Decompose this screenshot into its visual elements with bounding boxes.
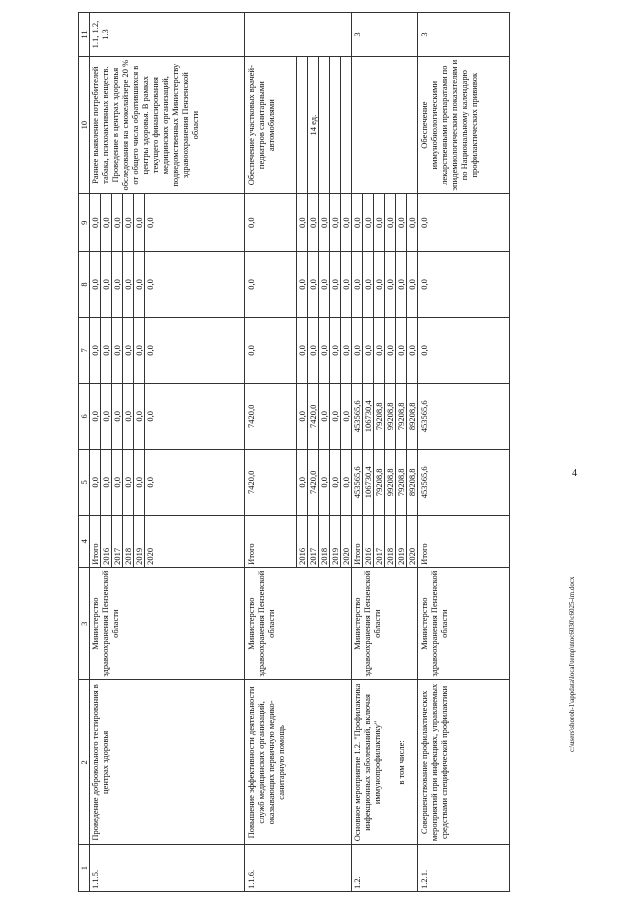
value-cell: 0,0 — [363, 194, 374, 252]
value-cell: 106730,4 — [363, 383, 374, 449]
value-cell: 0,0 — [134, 194, 145, 252]
value-cell: 0,0 — [341, 252, 352, 318]
result-2017: 14 ед. — [308, 57, 319, 194]
col-header: 6 — [79, 383, 90, 449]
value-cell: 453565,6 — [418, 449, 510, 515]
value-cell: 0,0 — [374, 194, 385, 252]
value-cell: 0,0 — [245, 194, 297, 252]
value-cell: 0,0 — [308, 317, 319, 383]
col-header: 11 — [79, 13, 90, 57]
indicator-ref: 3 — [418, 13, 510, 57]
executor: Министерство здравоохранения Пензенской области — [352, 567, 418, 680]
year-cell: 2020 — [341, 515, 352, 567]
value-cell: 0,0 — [112, 317, 123, 383]
value-cell: 0,0 — [112, 383, 123, 449]
year-cell: 2018 — [319, 515, 330, 567]
indicator-ref: 3 — [352, 13, 418, 57]
value-cell: 0,0 — [123, 317, 134, 383]
year-cell: Итого — [418, 515, 510, 567]
value-cell: 0,0 — [396, 194, 407, 252]
value-cell: 0,0 — [308, 252, 319, 318]
year-cell: 2017 — [308, 515, 319, 567]
value-cell: 0,0 — [112, 449, 123, 515]
value-cell: 0,0 — [385, 317, 396, 383]
value-cell: 453565,6 — [352, 449, 363, 515]
value-cell: 0,0 — [341, 383, 352, 449]
value-cell: 453565,6 — [352, 383, 363, 449]
value-cell: 0,0 — [396, 252, 407, 318]
activity-name-text: Основное мероприятие 1.2. "Профилактика инфекционных заболеваний, включая иммунопрофилактику" — [352, 683, 382, 842]
value-cell: 79208,8 — [374, 449, 385, 515]
value-cell: 0,0 — [319, 252, 330, 318]
value-cell: 79208,8 — [396, 449, 407, 515]
value-cell: 0,0 — [101, 383, 112, 449]
value-cell: 0,0 — [330, 383, 341, 449]
executor: Министерство здравоохранения Пензенской области — [90, 567, 245, 680]
value-cell: 0,0 — [297, 194, 308, 252]
value-cell: 0,0 — [363, 317, 374, 383]
row-number: 1.2.1. — [418, 845, 510, 892]
value-cell: 0,0 — [330, 252, 341, 318]
value-cell: 0,0 — [319, 383, 330, 449]
result-cell-empty — [330, 57, 341, 194]
expected-result: Обеспечение иммунобиологическими лекарственными препаратами по эпидемиологическим показателям и по Национальному календарю профилактических прививок — [418, 57, 510, 194]
value-cell: 0,0 — [134, 252, 145, 318]
value-cell: 0,0 — [418, 252, 510, 318]
row-number: 1.2. — [352, 845, 418, 892]
value-cell: 89208,8 — [407, 383, 418, 449]
table-row — [90, 13, 101, 892]
value-cell: 0,0 — [297, 252, 308, 318]
year-cell: Итого — [245, 515, 297, 567]
year-cell: 2018 — [123, 515, 134, 567]
value-cell: 0,0 — [134, 449, 145, 515]
table-row — [245, 13, 297, 892]
expected-result: Раннее выявление потребителей табака, психоактивных веществ. Проведение в центрах здоровья обследования на смокелайзере 20 % от общего числа обратившихся в центры здоровья. В рамках текущего финансирования медицинских организаций, подведомственных Министерству здравоохранения Пензенской области — [90, 57, 245, 194]
value-cell: 0,0 — [145, 194, 245, 252]
value-cell: 0,0 — [341, 449, 352, 515]
value-cell: 0,0 — [385, 252, 396, 318]
value-cell: 0,0 — [90, 383, 101, 449]
year-cell: 2019 — [396, 515, 407, 567]
value-cell: 0,0 — [90, 252, 101, 318]
value-cell: 0,0 — [123, 194, 134, 252]
value-cell: 453565,6 — [418, 383, 510, 449]
value-cell: 0,0 — [134, 383, 145, 449]
value-cell: 0,0 — [308, 194, 319, 252]
activity-name: Совершенствование профилактических мероприятий при инфекциях, управляемых средствами специфической профилактики — [418, 680, 510, 845]
value-cell: 0,0 — [341, 317, 352, 383]
value-cell: 0,0 — [407, 317, 418, 383]
value-cell: 0,0 — [330, 194, 341, 252]
value-cell: 0,0 — [418, 194, 510, 252]
col-header: 8 — [79, 252, 90, 318]
rotated-table-sheet — [78, 12, 510, 892]
value-cell: 0,0 — [330, 449, 341, 515]
value-cell: 79208,8 — [374, 383, 385, 449]
year-cell: 2019 — [134, 515, 145, 567]
value-cell: 0,0 — [145, 449, 245, 515]
value-cell: 0,0 — [90, 317, 101, 383]
value-cell: 0,0 — [145, 317, 245, 383]
value-cell: 0,0 — [123, 252, 134, 318]
value-cell: 0,0 — [145, 383, 245, 449]
year-cell: 2017 — [374, 515, 385, 567]
year-cell: 2016 — [297, 515, 308, 567]
result-cell-empty — [297, 57, 308, 194]
col-header: 10 — [79, 57, 90, 194]
table-row — [352, 13, 363, 892]
value-cell: 0,0 — [418, 317, 510, 383]
value-cell: 7420,0 — [308, 449, 319, 515]
year-cell: Итого — [90, 515, 101, 567]
value-cell: 0,0 — [101, 252, 112, 318]
executor: Министерство здравоохранения Пензенской области — [418, 567, 510, 680]
value-cell: 7420,0 — [308, 383, 319, 449]
value-cell: 0,0 — [101, 317, 112, 383]
program-table — [78, 12, 510, 892]
year-cell: 2016 — [101, 515, 112, 567]
value-cell: 0,0 — [134, 317, 145, 383]
col-header: 3 — [79, 567, 90, 680]
value-cell: 0,0 — [385, 194, 396, 252]
value-cell: 0,0 — [352, 317, 363, 383]
value-cell: 0,0 — [101, 449, 112, 515]
col-header: 2 — [79, 680, 90, 845]
year-cell: 2016 — [363, 515, 374, 567]
value-cell: 0,0 — [330, 317, 341, 383]
value-cell: 0,0 — [407, 252, 418, 318]
footer-file-path: c:\users\shoroh-1\appdata\local\temp\ntoc6030\c6025-im.docx — [568, 576, 576, 752]
value-cell: 0,0 — [245, 317, 297, 383]
result-cell-empty — [319, 57, 330, 194]
year-cell: 2017 — [112, 515, 123, 567]
value-cell: 0,0 — [123, 383, 134, 449]
activity-name: Повышение эффективности деятельности служб медицинских организаций, оказывающих первичную медико-санитарную помощь — [245, 680, 352, 845]
col-header: 5 — [79, 449, 90, 515]
expected-result — [352, 57, 418, 194]
value-cell: 0,0 — [112, 194, 123, 252]
value-cell: 0,0 — [90, 449, 101, 515]
value-cell: 0,0 — [396, 317, 407, 383]
value-cell: 0,0 — [407, 194, 418, 252]
value-cell: 0,0 — [297, 317, 308, 383]
year-cell: 2019 — [330, 515, 341, 567]
row-number: 1.1.5. — [90, 845, 245, 892]
value-cell: 7420,0 — [245, 383, 297, 449]
value-cell: 0,0 — [90, 194, 101, 252]
col-header: 7 — [79, 317, 90, 383]
value-cell: 0,0 — [123, 449, 134, 515]
value-cell: 0,0 — [352, 194, 363, 252]
col-header: 4 — [79, 515, 90, 567]
value-cell: 0,0 — [245, 252, 297, 318]
value-cell: 0,0 — [297, 449, 308, 515]
value-cell: 0,0 — [319, 317, 330, 383]
indicator-ref: 1.1, 1.2, 1.3 — [90, 13, 245, 57]
page-number: 4 — [572, 468, 577, 479]
value-cell: 0,0 — [341, 194, 352, 252]
executor: Министерство здравоохранения Пензенской области — [245, 567, 352, 680]
value-cell: 0,0 — [374, 317, 385, 383]
value-cell: 0,0 — [145, 252, 245, 318]
year-cell: 2020 — [407, 515, 418, 567]
activity-name — [352, 680, 418, 845]
year-cell: 2018 — [385, 515, 396, 567]
result-cell-empty — [341, 57, 352, 194]
expected-result: Обеспечение участковых врачей-педиатров санитарными автомобилями — [245, 57, 297, 194]
value-cell: 0,0 — [352, 252, 363, 318]
value-cell: 106730,4 — [363, 449, 374, 515]
activity-name: Проведение добровольного тестирования в центрах здоровья — [90, 680, 245, 845]
value-cell: 0,0 — [319, 449, 330, 515]
value-cell: 79208,8 — [396, 383, 407, 449]
indicator-ref — [245, 13, 352, 57]
value-cell: 99208,8 — [385, 383, 396, 449]
year-cell: 2020 — [145, 515, 245, 567]
value-cell: 89208,8 — [407, 449, 418, 515]
value-cell: 0,0 — [101, 194, 112, 252]
year-cell: Итого — [352, 515, 363, 567]
col-header: 1 — [79, 845, 90, 892]
value-cell: 0,0 — [112, 252, 123, 318]
col-header: 9 — [79, 194, 90, 252]
value-cell: 99208,8 — [385, 449, 396, 515]
value-cell: 0,0 — [363, 252, 374, 318]
subitems-label: в том числе: — [396, 740, 406, 785]
table-row — [418, 13, 510, 892]
value-cell: 0,0 — [374, 252, 385, 318]
value-cell: 0,0 — [297, 383, 308, 449]
row-number: 1.1.6. — [245, 845, 352, 892]
value-cell: 7420,0 — [245, 449, 297, 515]
value-cell: 0,0 — [319, 194, 330, 252]
column-number-row — [79, 13, 90, 892]
